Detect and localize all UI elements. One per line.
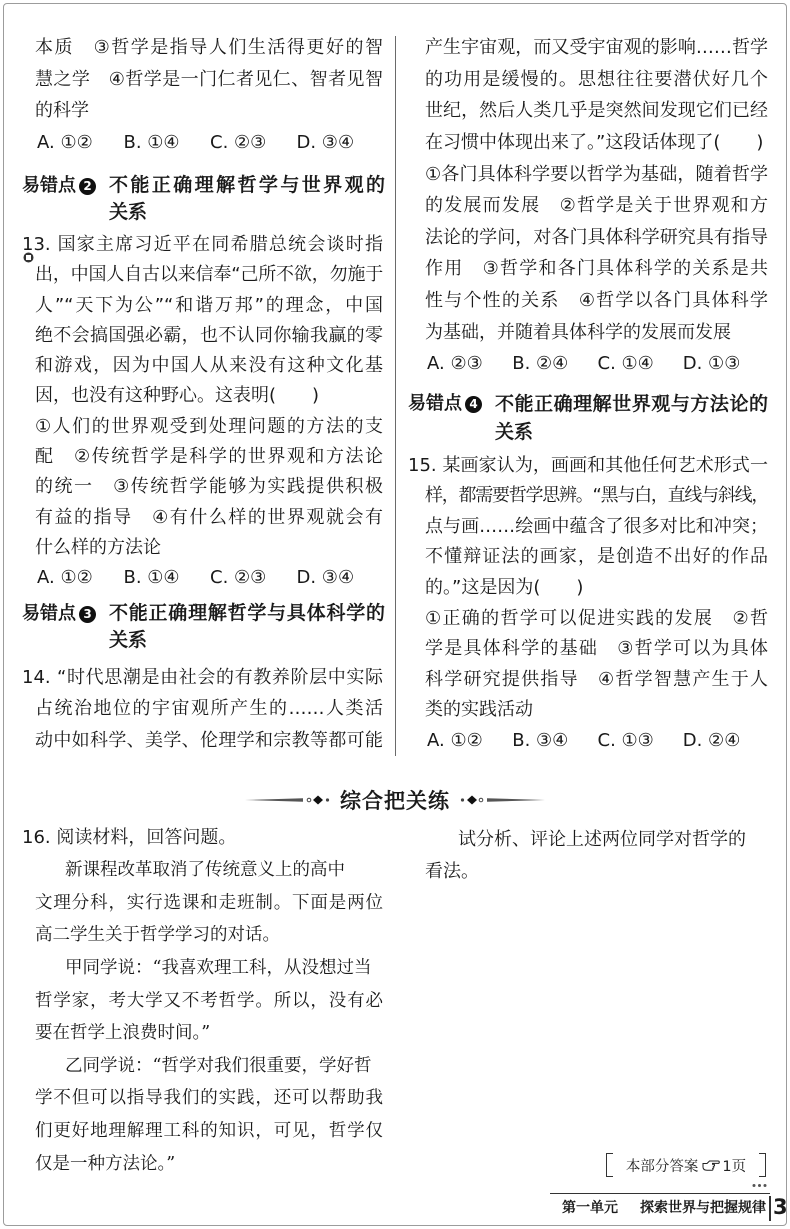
q14-text-line: 为基础，并随着具体科学的发展而发展: [425, 321, 731, 343]
q14-text-line: 产生宇宙观，而又受宇宙观的影响……哲学: [425, 37, 768, 59]
q15-text-line: 科学研究提供指导 ④哲学智慧产生于人: [425, 668, 768, 690]
q12-continuation: [35, 32, 383, 158]
answer-reference-text: 本部分答案: [625, 1158, 699, 1175]
footer-running-head: [562, 1197, 766, 1219]
q15-text-line: 的。”这是因为( ): [425, 576, 584, 598]
q14-text-line: 的功用是缓慢的。思想往往要潜伏好几个: [425, 68, 768, 90]
option-d: D. ③④: [296, 567, 355, 589]
error-point-number-badge: 2: [79, 178, 96, 195]
q13-options: [35, 563, 383, 593]
q15-text-line: 样，都需要哲学思辨。“黑与白，直线与斜线，: [425, 485, 768, 507]
option-b: B. ②④: [512, 353, 569, 375]
q14-text-line: ①各门具体科学要以哲学为基础，随着哲学: [425, 163, 768, 185]
section-title: 综合把关练: [340, 789, 450, 813]
option-c: C. ②③: [210, 131, 267, 153]
question-number: 13.: [22, 234, 51, 255]
error-point-title-line: 关系: [109, 200, 148, 223]
error-point-title: [109, 600, 385, 654]
q16-task-line: 看法。: [425, 861, 479, 882]
question-number: 14.: [22, 666, 51, 688]
question-number: 15.: [408, 454, 437, 476]
q12-text-line: 慧之学 ④哲学是一门仁者见仁、智者见智: [35, 68, 383, 90]
error-point-number-badge: 3: [79, 606, 96, 623]
error-point-label: [408, 390, 482, 418]
option-b: B. ③④: [512, 729, 569, 751]
option-a: A. ①②: [37, 567, 93, 589]
q16-material-line: 哲学家，考大学又不考哲学。所以，没有必: [35, 990, 383, 1011]
page-number: 3: [773, 1195, 788, 1219]
q16-task: [425, 824, 768, 888]
q13-text-line: 什么样的方法论: [35, 536, 161, 558]
q15-options: [425, 726, 768, 757]
footer-unit-title: 探索世界与把握规律: [640, 1200, 766, 1216]
option-c: C. ①④: [597, 353, 654, 375]
error-point-title: [495, 390, 768, 446]
question-15: [408, 451, 768, 757]
q16-material-line: 们更好地理解理工科的知识，可见，哲学仅: [35, 1121, 383, 1142]
error-point-title-line: 不能正确理解哲学与具体科学的: [109, 601, 385, 624]
option-c: C. ②③: [210, 567, 267, 589]
q16-material-line: 学不但可以指导我们的实践，还可以帮助我: [35, 1088, 383, 1109]
q16-task-line: 试分析、评论上述两位同学对哲学的: [458, 829, 746, 850]
question-14: [22, 662, 383, 757]
option-d: D. ③④: [296, 131, 355, 153]
error-point-heading-2: [22, 172, 385, 226]
q15-text-line: 学是具体科学的基础 ③哲学可以为具体: [425, 638, 768, 660]
q15-text-line: 不懂辩证法的画家，是创造不出好的作品: [425, 546, 768, 568]
q14-text-line: 的发展而发展 ②哲学是关于世界观和方: [425, 195, 768, 217]
error-point-title-line: 关系: [495, 421, 534, 443]
q14-text-line: 动中如科学、美学、伦理学和宗教等都可能: [35, 729, 383, 751]
error-point-title-line: 关系: [109, 628, 148, 651]
q14-continuation: [425, 32, 768, 380]
error-point-number-badge: 4: [465, 396, 482, 413]
footer-rule: [550, 1193, 770, 1194]
error-point-text: 易错点: [408, 393, 462, 414]
q14-text-line: 在习惯中体现出来了。”这段话体现了( ): [425, 131, 764, 153]
error-point-text: 易错点: [22, 602, 76, 624]
q14-text-line: 世纪，然后人类几乎是突然间发现它们已经: [425, 100, 768, 122]
q15-text-line: 类的实践活动: [425, 699, 533, 721]
error-point-title-line: 不能正确理解世界观与方法论的: [495, 393, 768, 415]
q16-material-line: 要在哲学上浪费时间。”: [35, 1023, 211, 1044]
q12-text-line: 本质 ③哲学是指导人们生活得更好的智: [35, 37, 383, 58]
q15-first-line: [408, 451, 768, 482]
q15-text-line: ①正确的哲学可以促进实践的发展 ②哲: [425, 607, 768, 629]
footer-unit: 第一单元: [562, 1200, 618, 1216]
q14-text-line: 法论的学问，对各门具体科学研究具有指导: [425, 226, 768, 248]
error-point-title-line: 不能正确理解哲学与世界观的: [109, 173, 385, 196]
option-a: A. ②③: [427, 353, 483, 375]
ornament-right-icon: [459, 793, 545, 807]
q16-material-line: 甲同学说：“我喜欢理工科，从没想过当: [65, 958, 372, 979]
q16-first-line: [22, 822, 383, 855]
error-point-label: [22, 172, 96, 199]
section-header: [0, 786, 790, 814]
question-16: [22, 822, 383, 1181]
option-c: C. ①③: [597, 729, 654, 751]
q14-first-line: [22, 662, 383, 694]
question-number: 16.: [22, 826, 51, 848]
option-d: D. ②④: [682, 729, 741, 751]
error-point-heading-3: [22, 600, 385, 654]
footer-dots-icon: [752, 1183, 768, 1188]
option-a: A. ①②: [37, 131, 93, 153]
question-13: [22, 230, 383, 594]
option-b: B. ①④: [123, 567, 180, 589]
q13-text-line: 因，也没有这种野心。这表明( ): [35, 385, 320, 407]
q14-text: “时代思潮是由社会的有教养阶层中实际: [57, 666, 383, 688]
answer-reference-page: 1页: [722, 1158, 747, 1175]
ornament-left-icon: [245, 793, 331, 807]
q16-material-line: 新课程改革取消了传统意义上的高中: [65, 860, 345, 881]
column-divider: [395, 36, 396, 756]
q13-text-line: 和游戏，因为中国人从来没有这种文化基: [35, 355, 383, 377]
q16-material-line: 仅是一种方法论。”: [35, 1153, 176, 1174]
q13-text-line: 人”“天下为公”“和谐万邦”的理念，中国: [35, 294, 383, 316]
footer-separator: [769, 1196, 771, 1221]
q14-text-line: 占统治地位的宇宙观所产生的……人类活: [35, 698, 383, 719]
q12-options: [35, 127, 383, 159]
error-point-title: [109, 172, 385, 226]
error-point-text: 易错点: [22, 174, 76, 196]
q16-material-line: 文理分科，实行选课和走班制。下面是两位: [35, 892, 383, 913]
q13-text-line: ①人们的世界观受到处理问题的方法的支: [35, 415, 383, 437]
answer-reference: [606, 1153, 766, 1177]
q14-options: [425, 348, 768, 380]
q13-text: 国家主席习近平在同希腊总统会谈时指: [57, 234, 383, 255]
q16-prompt: 阅读材料，回答问题。: [56, 826, 237, 848]
q13-text-line: 配 ②传统哲学是科学的世界观和方法论: [35, 446, 383, 468]
option-a: A. ①②: [427, 729, 483, 751]
q12-text-line: 的科学: [35, 100, 89, 121]
q16-material-line: 乙同学说：“哲学对我们很重要，学好哲: [65, 1055, 372, 1076]
option-d: D. ①③: [682, 353, 741, 375]
q13-text-line: 的统一 ③传统哲学能够为实践提供积极: [35, 476, 383, 498]
error-point-label: [22, 600, 96, 627]
q13-first-line: [22, 230, 383, 260]
q14-text-line: 性与个性的关系 ④哲学以各门具体科学: [425, 289, 768, 311]
q13-text-line: 出，中国人自古以来信奉“己所不欲，勿施于: [35, 264, 383, 286]
q15-text: 某画家认为，画画和其他任何艺术形式一: [442, 454, 768, 476]
q13-text-line: 绝不会搞国强必霸，也不认同你输我赢的零: [35, 324, 383, 346]
q15-text-line: 点与画……绘画中蕴含了很多对比和冲突；: [425, 515, 768, 537]
error-point-heading-4: [408, 390, 768, 446]
q13-text-line: 有益的指导 ④有什么样的世界观就会有: [35, 506, 383, 528]
pointing-hand-icon: [702, 1159, 720, 1171]
option-b: B. ①④: [123, 131, 180, 153]
q16-material-line: 高二学生关于哲学学习的对话。: [35, 925, 280, 946]
q14-text-line: 作用 ③哲学和各门具体科学的关系是共: [425, 258, 768, 280]
